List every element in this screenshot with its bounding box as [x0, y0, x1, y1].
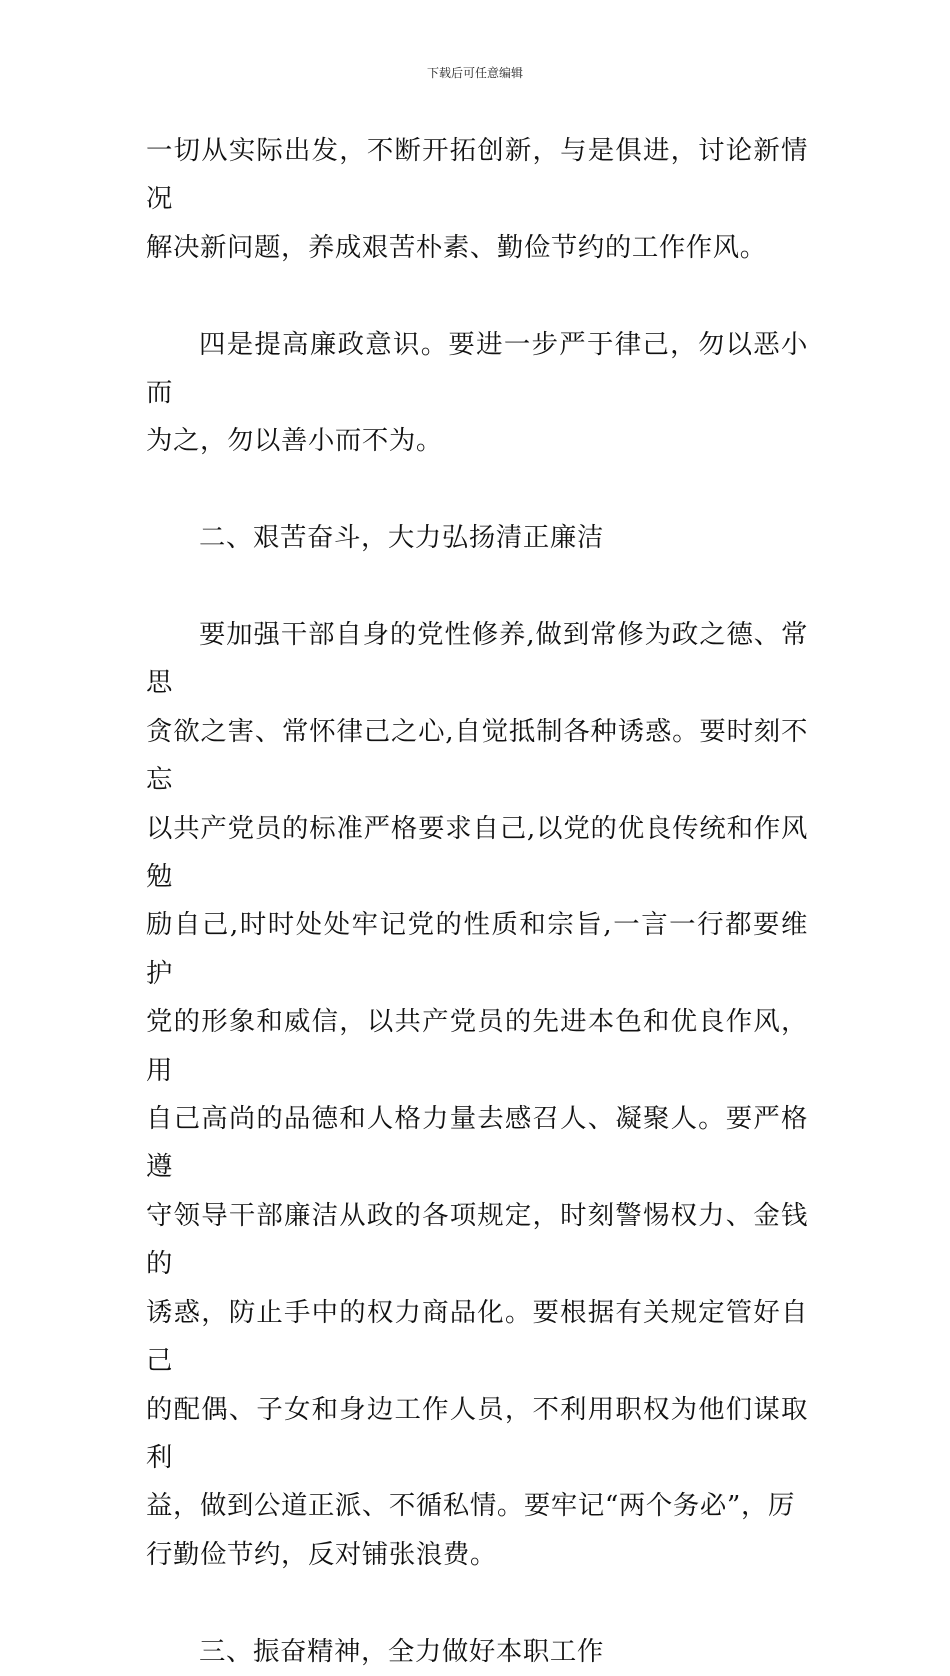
text-line: 贪欲之害、常怀律己之心,自觉抵制各种诱惑。要时刻不忘: [146, 715, 808, 796]
heading-text: 二、艰苦奋斗，大力弘扬清正廉洁: [199, 522, 604, 554]
document-body: [146, 127, 808, 1676]
paragraph-continuation: [146, 127, 808, 272]
text-line: 益，做到公道正派、不循私情。要牢记“两个务必”，厉: [146, 1490, 795, 1522]
paragraph-integrity-awareness: [146, 321, 808, 466]
paragraph-gap: [146, 272, 808, 320]
text-line: 励自己,时时处处牢记党的性质和宗旨,一言一行都要维护: [146, 909, 808, 989]
paragraph-gap: [146, 1579, 808, 1627]
text-line: 的配偶、子女和身边工作人员，不利用职权为他们谋取利: [146, 1393, 808, 1473]
text-line: 为之，勿以善小而不为。: [146, 425, 443, 457]
text-line: 四是提高廉政意识。要进一步严于律己，勿以恶小而: [146, 328, 808, 409]
section-heading-two: [146, 514, 808, 562]
text-line: 要加强干部自身的党性修养,做到常修为政之德、常思: [146, 619, 808, 699]
text-line: 守领导干部廉洁从政的各项规定，时刻警惕权力、金钱的: [146, 1199, 808, 1280]
section-heading-three: [146, 1628, 808, 1676]
paragraph-gap: [146, 563, 808, 611]
page-header: 下载后可任意编辑: [426, 66, 523, 80]
text-line: 一切从实际出发，不断开拓创新，与是俱进，讨论新情况: [146, 135, 808, 215]
text-line: 行勤俭节约，反对铺张浪费。: [146, 1538, 497, 1570]
text-line: 以共产党员的标准严格要求自己,以党的优良传统和作风勉: [146, 812, 808, 893]
text-line: 自己高尚的品德和人格力量去感召人、凝聚人。要严格遵: [146, 1103, 808, 1183]
paragraph-party-conduct: [146, 611, 808, 1579]
paragraph-gap: [146, 466, 808, 514]
text-line: 解决新问题，养成艰苦朴素、勤俭节约的工作作风。: [146, 231, 767, 263]
text-line: 党的形象和威信，以共产党员的先进本色和优良作风，用: [146, 1006, 808, 1086]
heading-text: 三、振奋精神，全力做好本职工作: [199, 1635, 604, 1667]
text-line: 诱惑，防止手中的权力商品化。要根据有关规定管好自己: [146, 1296, 808, 1377]
